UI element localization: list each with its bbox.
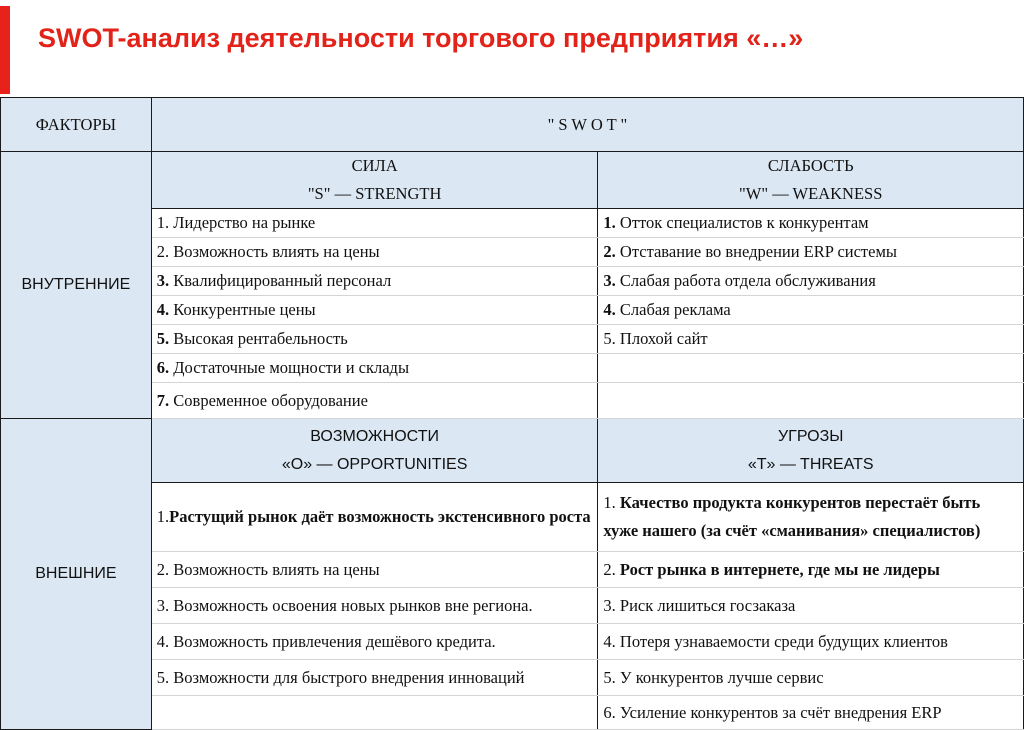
item-text: Возможности для быстрого внедрения инноваций [169,667,525,687]
item-number: 5. [603,329,616,348]
swot-header: " S W O T " [151,98,1023,152]
weakness-item [598,238,1024,267]
item-number: 2. [156,242,170,261]
threat-item [598,660,1024,696]
strength-header [151,152,598,209]
strength-item [151,383,598,419]
threat-item [598,696,1024,730]
item-text: Рост рынка в интернете, где мы не лидеры [615,559,940,579]
strength-item [151,296,598,325]
weakness-header [598,152,1024,209]
opportunity-item [151,483,598,552]
item-number: 2. [156,559,170,579]
item-text: Высокая рентабельность [169,329,348,348]
strength-subtitle: "S" — STRENGTH [307,184,442,203]
threats-header [598,419,1024,483]
item-number: 4. [603,631,616,651]
opportunity-item [151,696,598,730]
table-row [1,354,1024,383]
item-number: 6. [603,702,616,722]
threat-item [598,624,1024,660]
weakness-item [598,267,1024,296]
weakness-item [598,209,1024,238]
item-number: 4. [603,300,616,319]
item-text: Возможность влиять на цены [169,242,380,261]
item-text: Плохой сайт [615,329,708,348]
weakness-item [598,325,1024,354]
item-text: Слабая реклама [615,300,731,319]
item-number: 6. [156,358,170,377]
item-text: У конкурентов лучше сервис [615,667,824,687]
internal-header-row [1,152,1024,209]
table-row [1,325,1024,354]
item-text: Современное оборудование [169,390,368,410]
opportunities-title: ВОЗМОЖНОСТИ [310,427,439,445]
table-row [1,696,1024,730]
accent-bar [0,6,10,94]
table-row [1,552,1024,588]
swot-table [0,97,1024,730]
item-text: Потеря узнаваемости среди будущих клиентов [615,631,948,651]
table-header-row [1,98,1024,152]
item-number: 5. [156,329,170,348]
item-text: Риск лишиться госзаказа [615,595,796,615]
weakness-item [598,296,1024,325]
table-row [1,209,1024,238]
threat-item [598,552,1024,588]
item-number: 1. [603,213,616,232]
threats-title: УГРОЗЫ [778,427,844,445]
item-text: Лидерство на рынке [169,213,316,232]
table-row [1,238,1024,267]
item-number: 7. [156,390,170,410]
item-text: Возможность освоения новых рынков вне региона. [169,595,533,615]
item-text: Слабая работа отдела обслуживания [615,271,876,290]
item-text: Достаточные мощности и склады [169,358,410,377]
item-number: 4. [156,300,170,319]
item-text: Возможность привлечения дешёвого кредита. [169,631,496,651]
item-number: 4. [156,631,170,651]
table-row [1,624,1024,660]
strength-item [151,354,598,383]
table-row [1,483,1024,552]
item-number: 3. [156,595,170,615]
item-text: Качество продукта конкурентов перестаёт быть хуже нашего (за счёт «сманивания» специалистов) [603,493,981,540]
opportunity-item [151,552,598,588]
threat-item [598,483,1024,552]
weakness-item [598,383,1024,419]
strength-item [151,325,598,354]
opportunity-item [151,624,598,660]
item-number: 5. [156,667,170,687]
page-title: SWOT-анализ деятельности торгового предприятия «…» [38,23,804,53]
strength-item [151,267,598,296]
item-number: 3. [603,271,616,290]
item-text: Отставание во внедрении ERP системы [615,242,897,261]
item-number: 2. [603,242,616,261]
strength-item [151,238,598,267]
item-number: 1. [156,507,170,526]
external-header-row [1,419,1024,483]
opportunities-header [151,419,598,483]
weakness-title: СЛАБОСТЬ [767,156,854,175]
table-row [1,660,1024,696]
opportunity-item [151,588,598,624]
item-number: 1. [603,493,616,512]
item-text: Квалифицированный персонал [169,271,392,290]
table-row [1,383,1024,419]
item-text: Усиление конкурентов за счёт внедрения ERP [615,702,942,722]
item-number: 2. [603,559,616,579]
opportunity-item [151,660,598,696]
table-row [1,267,1024,296]
threats-subtitle: «T» — THREATS [747,455,874,473]
factors-header: ФАКТОРЫ [1,98,152,152]
table-row [1,588,1024,624]
item-number: 1. [156,213,170,232]
item-number: 5. [603,667,616,687]
weakness-item [598,354,1024,383]
item-text: Отток специалистов к конкурентам [615,213,869,232]
item-text: Растущий рынок даёт возможность экстенсивного роста [169,507,591,526]
threat-item [598,588,1024,624]
table-row [1,296,1024,325]
weakness-subtitle: "W" — WEAKNESS [739,184,883,203]
item-number: 3. [603,595,616,615]
opportunities-subtitle: «O» — OPPORTUNITIES [281,455,468,473]
strength-title: СИЛА [351,156,398,175]
item-text: Конкурентные цены [169,300,316,319]
strength-item [151,209,598,238]
internal-factors-label: ВНУТРЕННИЕ [1,152,152,419]
item-number: 3. [156,271,170,290]
external-factors-label: ВНЕШНИЕ [1,419,152,730]
item-text: Возможность влиять на цены [169,559,380,579]
